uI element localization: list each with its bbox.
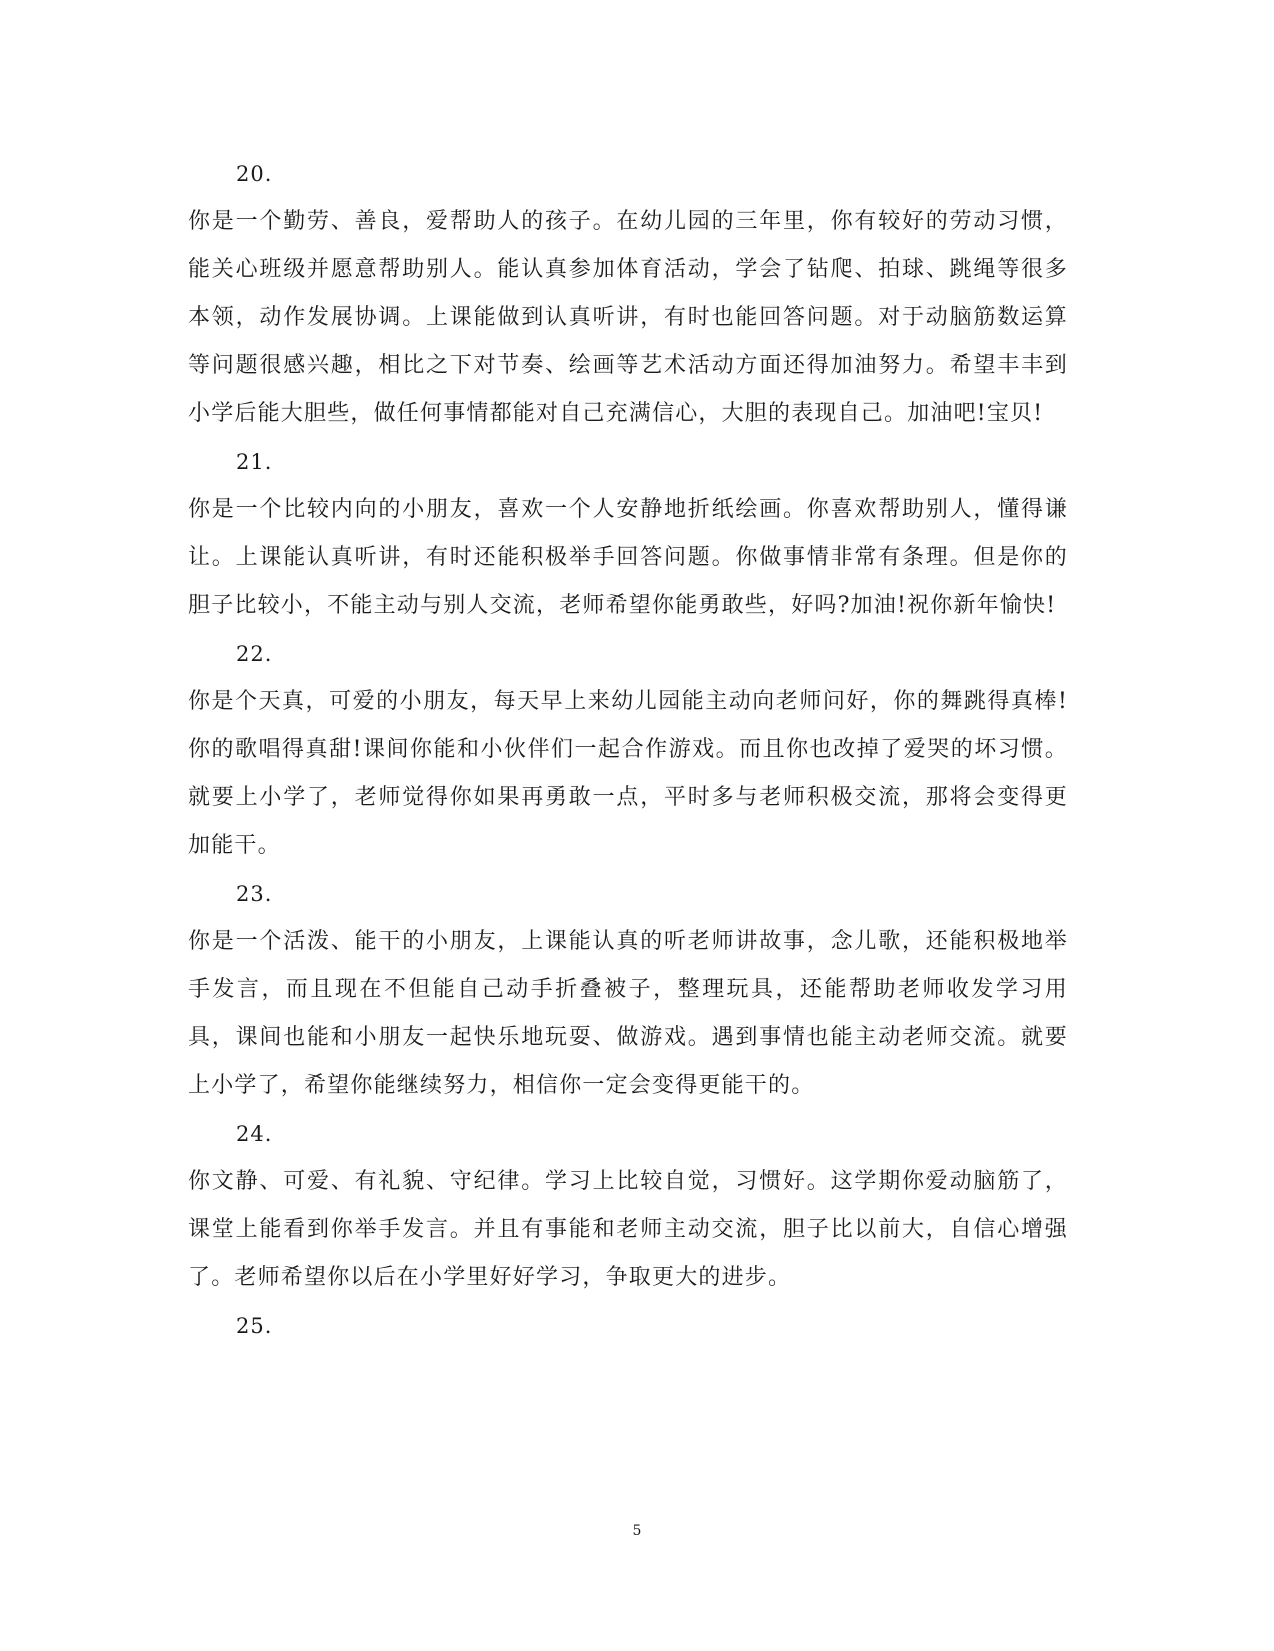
entry-number: 20.: [236, 162, 273, 186]
entry-text: 你是一个勤劳、善良，爱帮助人的孩子。在幼儿园的三年里，你有较好的劳动习惯，能关心班级并愿意帮助别人。能认真参加体育活动，学会了钻爬、拍球、跳绳等很多本领，动作发展协调。上课能做到认真听讲，有时也能回答问题。对于动脑筋数运算等问题很感兴趣，相比之下对节奏、绘画等艺术活动方面还得加油努力。希望丰丰到小学后能大胆些，做任何事情都能对自己充满信心，大胆的表现自己。加油吧!宝贝!: [188, 209, 1068, 426]
entry-number: 25.: [236, 1314, 273, 1338]
entry-number: 23.: [236, 882, 273, 906]
entry-text: 你是个天真，可爱的小朋友，每天早上来幼儿园能主动向老师问好，你的舞跳得真棒!你的歌唱得真甜!课间你能和小伙伴们一起合作游戏。而且你也改掉了爱哭的坏习惯。就要上小学了，老师觉得你如果再勇敢一点，平时多与老师积极交流，那将会变得更加能干。: [188, 689, 1068, 858]
entry-20: [188, 150, 1068, 438]
entry-21: [188, 438, 1068, 630]
entry-22: [188, 630, 1068, 870]
entry-number: 22.: [236, 642, 273, 666]
document-body: [188, 150, 1068, 1350]
entry-text: 你文静、可爱、有礼貌、守纪律。学习上比较自觉，习惯好。这学期你爱动脑筋了，课堂上能看到你举手发言。并且有事能和老师主动交流，胆子比以前大，自信心增强了。老师希望你以后在小学里好好学习，争取更大的进步。: [188, 1169, 1068, 1290]
entry-25: [188, 1302, 1068, 1350]
entry-text: 你是一个活泼、能干的小朋友，上课能认真的听老师讲故事，念儿歌，还能积极地举手发言，而且现在不但能自己动手折叠被子，整理玩具，还能帮助老师收发学习用具，课间也能和小朋友一起快乐地玩耍、做游戏。遇到事情也能主动老师交流。就要上小学了，希望你能继续努力，相信你一定会变得更能干的。: [188, 929, 1068, 1098]
page-number: 5: [632, 1523, 642, 1539]
entry-24: [188, 1110, 1068, 1302]
entry-text: 你是一个比较内向的小朋友，喜欢一个人安静地折纸绘画。你喜欢帮助别人，懂得谦让。上课能认真听讲，有时还能积极举手回答问题。你做事情非常有条理。但是你的胆子比较小，不能主动与别人交流，老师希望你能勇敢些，好吗?加油!祝你新年愉快!: [188, 497, 1068, 618]
entry-23: [188, 870, 1068, 1110]
entry-number: 21.: [236, 450, 273, 474]
entry-number: 24.: [236, 1122, 273, 1146]
